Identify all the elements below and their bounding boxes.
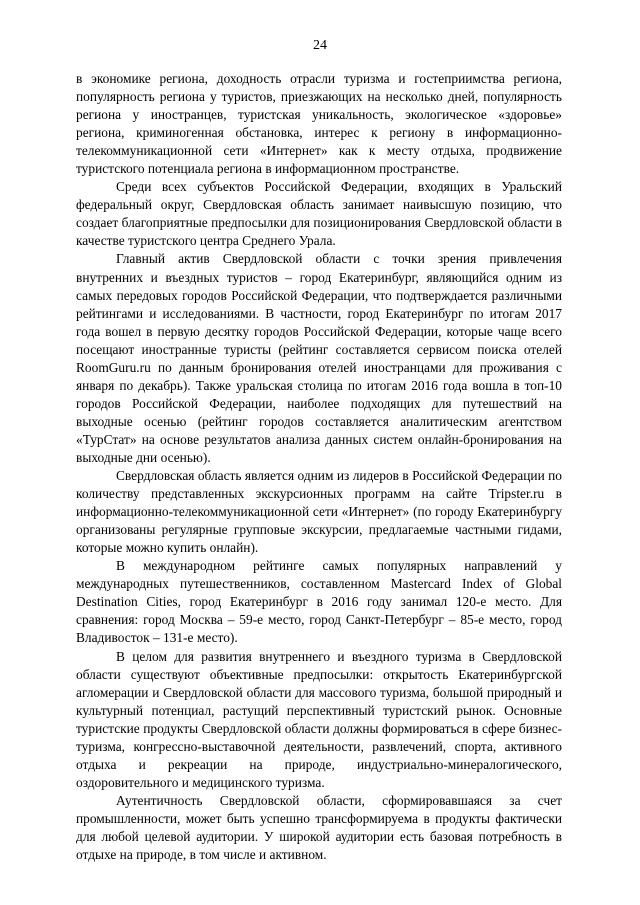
paragraph: В международном рейтинге самых популярных направлений у международных путешественников, составленном Mastercard Index of Global Destination Cities, город Екатеринбург в 2016 году занимал 120-е место. Для сравнения: город Москва – 59-е место, город Санкт-Петербург – 85-е место, город Владивосток – 131-е место). — [76, 558, 562, 646]
paragraph-continued: в экономике региона, доходность отрасли туризма и гостеприимства региона, популярность региона у туристов, приезжающих на несколько дней, популярность региона у иностранцев, туристская уникальность, экологическое «здоровье» региона, криминогенная обстановка, интерес к региону в информационно-телекоммуникационной сети «Интернет» как к месту отдыха, продвижение туристского потенциала региона в информационном пространстве. — [76, 71, 562, 177]
paragraph: Главный актив Свердловской области с точки зрения привлечения внутренних и въездных туристов – город Екатеринбург, являющийся одним из самых передовых городов Российской Федерации, что подтверждается различными рейтингами и исследованиями. В частности, город Екатеринбург по итогам 2017 года вошел в первую десятку городов Российской Федерации, которые чаще всего посещают иностранные туристы (рейтинг составляется сервисом поиска отелей RoomGuru.ru по данным бронирования отелей иностранцами для проживания с января по декабрь). Также уральская столица по итогам 2016 года вошла в топ-10 городов Российской Федерации, наиболее подходящих для путешествий на выходные осенью (рейтинг городов составляется аналитическим агентством «ТурСтат» на основе результатов анализа данных систем онлайн-бронирования на выходные дни осенью). — [76, 251, 562, 465]
page-number: 24 — [313, 38, 327, 53]
paragraph: Свердловская область является одним из лидеров в Российской Федерации по количеству представленных экскурсионных программ на сайте Tripster.ru в информационно-телекоммуникационной сети «Интернет» (по городу Екатеринбургу организованы регулярные групповые экскурсии, предлагаемые частными гидами, которые можно купить онлайн). — [76, 468, 562, 556]
paragraph: Среди всех субъектов Российской Федерации, входящих в Уральский федеральный округ, Свердловская область занимает наивысшую позицию, что создает благоприятные предпосылки для позиционирования Свердловской области в качестве туристского центра Среднего Урала. — [76, 179, 562, 249]
body-text — [76, 70, 562, 864]
paragraph: Аутентичность Свердловской области, сформировавшаяся за счет промышленности, может быть успешно трансформируема в продукты фактически для любой целевой аудитории. У широкой аудитории есть базовая потребность в отдыхе на природе, в том числе и активном. — [76, 792, 562, 863]
paragraph: В целом для развития внутреннего и въездного туризма в Свердловской области существуют объективные предпосылки: открытость Екатеринбургской агломерации и Свердловской области для массового туризма, большой природный и культурный потенциал, растущий перспективный туристский рынок. Основные туристские продукты Свердловской области должны формироваться в сфере бизнес-туризма, конгрессно-выставочной деятельности, развлечений, спорта, активного отдыха и рекреации на природе, индустриально-минералогического, оздоровительного и медицинского туризма. — [76, 648, 562, 790]
